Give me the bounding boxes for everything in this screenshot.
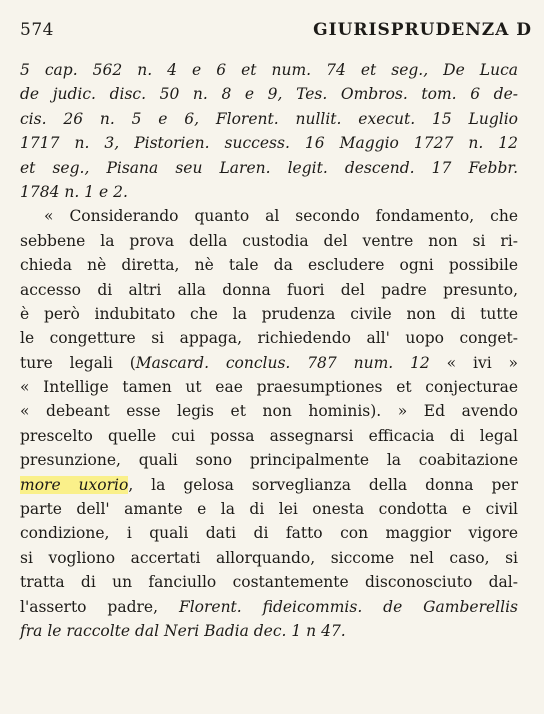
text-segment: sebbene la prova della custodia del ventre non si ri- [20,231,518,250]
text-segment: 5 cap. 562 n. 4 e 6 et num. 74 et seg., De Luca [20,61,518,79]
text-line [20,351,518,375]
page-number: 574 [20,20,54,40]
text-line [20,595,518,619]
page-header [20,20,532,44]
text-line [20,82,518,106]
text-line [20,521,518,545]
text-line [20,399,518,423]
text-segment: chieda nè diretta, nè tale da escludere ogni possibile [20,256,518,275]
text-segment: accesso di altri alla donna fuori del padre presunto, [20,280,518,299]
text-line [20,253,518,277]
text-segment: « Intellige tamen ut eae praesumptiones et conjecturae [20,378,518,397]
text-segment: de judic. disc. 50 n. 8 e 9, Tes. Ombros. tom. 6 de- [20,85,518,104]
text-segment: 1784 n. 1 e 2. [20,182,128,201]
citation-paragraph [20,58,518,204]
text-line [20,58,518,82]
text-segment: Mascard. conclus. 787 num. 12 [135,353,430,372]
text-segment: fra le raccolte dal Neri Badia dec. 1 n 47. [20,621,346,640]
text-line [20,473,518,497]
highlighted-phrase: more uxorio [20,475,129,494]
text-line [20,546,518,570]
text-segment: « debeant esse legis et non hominis). » Ed avendo [20,402,518,421]
text-line [20,278,518,302]
text-line [20,619,518,643]
text-line [20,570,518,594]
text-line [20,204,518,228]
text-segment: et seg., Pisana seu Laren. legit. descend. 17 Febbr. [20,158,518,177]
text-line [20,107,518,131]
document-body [20,58,518,643]
text-segment: , la gelosa sorveglianza della donna per [128,475,518,494]
running-head: GIURISPRUDENZA D [313,20,532,40]
text-line [20,326,518,350]
text-line [20,497,518,521]
text-line [20,375,518,399]
text-segment: « Considerando quanto al secondo fondamento, che [44,207,518,226]
text-segment: 1717 n. 3, Pistorien. success. 16 Maggio 1727 n. 12 [20,134,518,153]
text-segment: « ivi » [429,353,518,372]
text-line [20,302,518,326]
text-segment: si vogliono accertati allorquando, siccome nel caso, si [20,548,518,567]
text-segment: ture legali ( [20,353,136,372]
text-line [20,448,518,472]
text-line [20,229,518,253]
considerando-paragraph [20,204,518,643]
text-segment: prescelto quelle cui possa assegnarsi efficacia di legal [20,426,518,445]
text-line [20,131,518,155]
text-segment: le congetture si appaga, richiedendo all' uopo conget- [20,329,518,348]
text-segment: è però indubitato che la prudenza civile non di tutte [20,304,518,323]
text-line [20,424,518,448]
text-segment: condizione, i quali dati di fatto con maggior vigore [20,524,518,543]
text-segment: Florent. fideicommis. de Gamberellis [178,597,518,616]
text-segment: l'asserto padre, [20,597,179,616]
text-line [20,156,518,180]
text-line [20,180,518,204]
text-segment: presunzione, quali sono principalmente la coabitazione [20,451,518,470]
text-segment: tratta di un fanciullo costantemente disconosciuto dal- [20,573,518,592]
text-segment: cis. 26 n. 5 e 6, Florent. nullit. execut. 15 Luglio [20,109,518,128]
text-segment: parte dell' amante e la di lei onesta condotta e civil [20,500,518,519]
